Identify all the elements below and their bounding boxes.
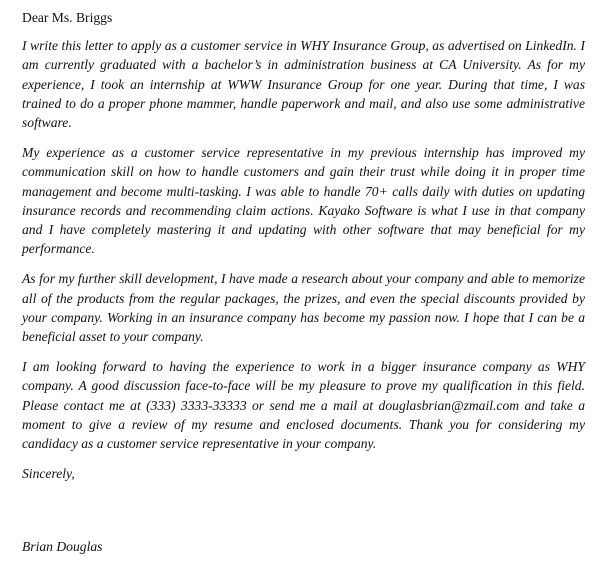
paragraph-experience: My experience as a customer service representative in my previous internship has improved my communication skill on how to handle customers and gain their trust while doing it in proper time management and become multi-tasking. I was able to handle 70+ calls daily with duties on updating insurance records and recommending claim actions. Kayako Software is what I use in that company and I have completely mastering it and updating with other software that may beneficial for my performance. [22, 145, 585, 257]
closing: Sincerely, [22, 466, 75, 482]
cover-letter [22, 8, 585, 483]
paragraph-introduction: I write this letter to apply as a customer service in WHY Insurance Group, as advertised on LinkedIn. I am currently graduated with a bachelor’s in administration business at CA University. As for my experience, I took an internship at WWW Insurance Group for one year. During that time, I was trained to do a proper phone mammer, handle paperwork and mail, and also use some administrative software. [22, 38, 585, 131]
paragraph-skill-development: As for my further skill development, I have made a research about your company and able to memorize all of the products from the regular packages, the prizes, and even the special discounts provided by your company. Working in an insurance company has become my passion now. I hope that I can be a beneficial asset to your company. [22, 271, 585, 345]
paragraph-closing-remarks: I am looking forward to having the experience to work in a bigger insurance company as WHY company. A good discussion face-to-face will be my pleasure to prove my qualification in this field. Please contact me at (333) 3333-33333 or send me a mail at douglasbrian@zmail.com and take a moment to give a review of my resume and enclosed documents. Thank you for considering my candidacy as a customer service representative in your company. [22, 359, 585, 452]
signature-name: Brian Douglas [22, 539, 103, 554]
salutation: Dear Ms. Briggs [22, 10, 113, 25]
